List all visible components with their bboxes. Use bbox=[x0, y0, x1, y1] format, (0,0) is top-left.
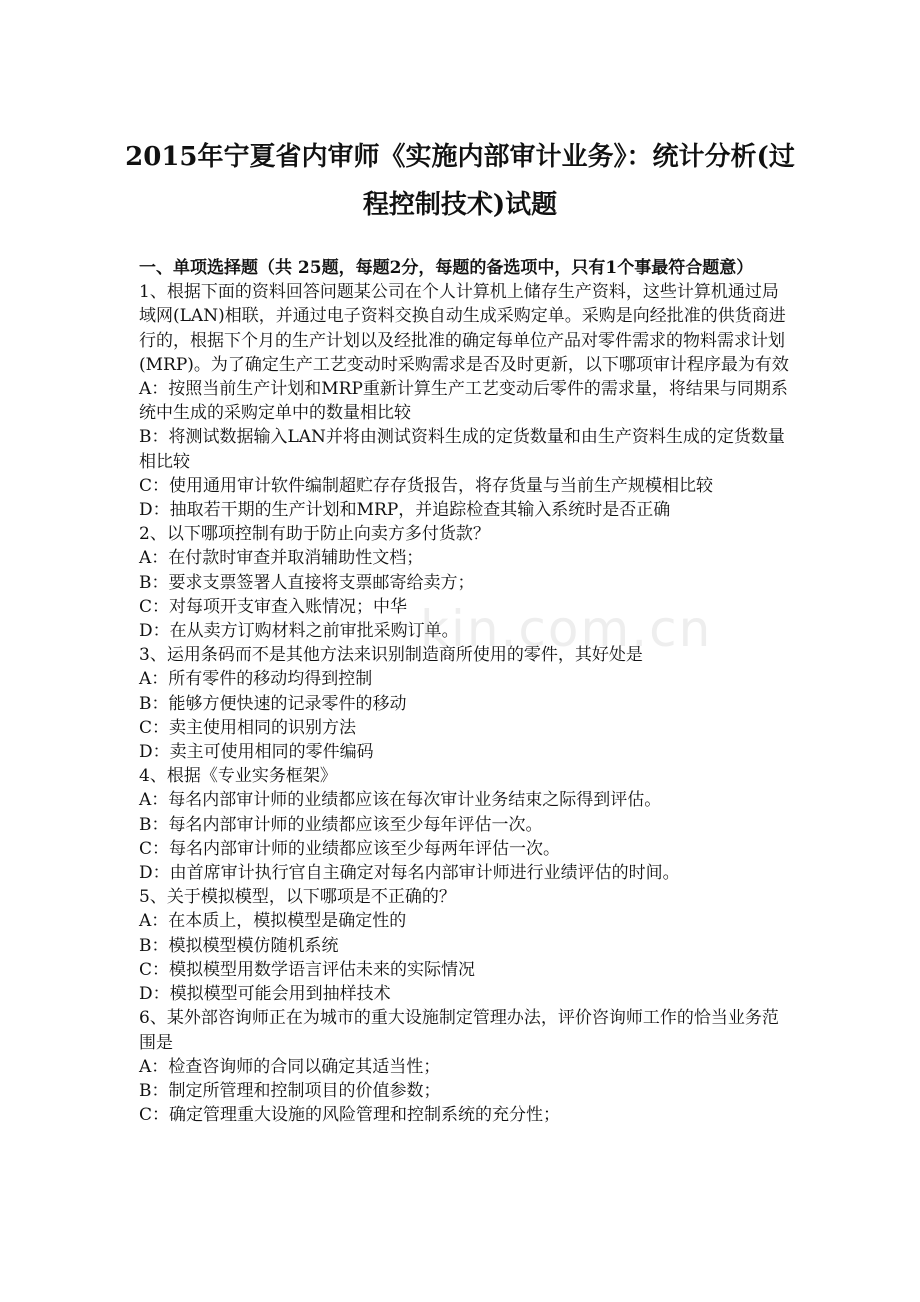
answer-option: D：模拟模型可能会用到抽样技术 bbox=[139, 984, 391, 1005]
question-list bbox=[139, 280, 789, 1127]
answer-option: A：在付款时审查并取消辅助性文档； bbox=[139, 548, 424, 569]
title-line-1: 2015年宁夏省内审师《实施内部审计业务》：统计分析(过 bbox=[125, 142, 795, 172]
question-text: 5、关于模拟模型，以下哪项是不正确的？ bbox=[139, 887, 456, 908]
answer-option: A：每名内部审计师的业绩都应该在每次审计业务结束之际得到评估。 bbox=[139, 790, 662, 811]
answer-option: A：在本质上，模拟模型是确定性的 bbox=[139, 911, 407, 932]
answer-option: A：所有零件的移动均得到控制 bbox=[139, 669, 373, 690]
answer-option: B：将测试数据输入LAN并将由测试资料生成的定货数量和由生产资料生成的定货数量相比较 bbox=[139, 427, 785, 472]
answer-option: D：由首席审计执行官自主确定对每名内部审计师进行业绩评估的时间。 bbox=[139, 863, 680, 884]
answer-option: D：抽取若干期的生产计划和MRP，并追踪检查其输入系统时是否正确 bbox=[139, 500, 671, 521]
answer-option: B：每名内部审计师的业绩都应该至少每年评估一次。 bbox=[139, 814, 543, 835]
question-text: 2、以下哪项控制有助于防止向卖方多付货款？ bbox=[139, 524, 490, 545]
answer-option: B：能够方便快速的记录零件的移动 bbox=[139, 693, 407, 714]
answer-option: C：使用通用审计软件编制超贮存存货报告，将存货量与当前生产规模相比较 bbox=[139, 475, 714, 496]
document-title bbox=[120, 133, 800, 229]
question-text: 3、运用条码而不是其他方法来识别制造商所使用的零件，其好处是 bbox=[139, 645, 643, 666]
answer-option: C：确定管理重大设施的风险管理和控制系统的充分性； bbox=[139, 1105, 561, 1126]
document-body bbox=[139, 256, 789, 1127]
section-heading: 一、单项选择题（共 25题，每题2分，每题的备选项中，只有1个事最符合题意） bbox=[139, 258, 754, 278]
question-text: 4、根据《专业实务框架》 bbox=[139, 766, 337, 787]
answer-option: A：检查咨询师的合同以确定其适当性； bbox=[139, 1056, 441, 1077]
answer-option: C：卖主使用相同的识别方法 bbox=[139, 717, 357, 738]
answer-option: C：模拟模型用数学语言评估未来的实际情况 bbox=[139, 959, 476, 980]
question-text: 6、某外部咨询师正在为城市的重大设施制定管理办法，评价咨询师工作的恰当业务范围是 bbox=[139, 1008, 779, 1053]
answer-option: B：制定所管理和控制项目的价值参数； bbox=[139, 1080, 441, 1101]
watermark: kin.com.cn bbox=[420, 600, 713, 658]
title-line-2: 程控制技术)试题 bbox=[362, 190, 558, 220]
answer-option: D：在从卖方订购材料之前审批采购订单。 bbox=[139, 621, 459, 642]
question-text: 1、根据下面的资料回答问题某公司在个人计算机上储存生产资料，这些计算机通过局域网(LAN)相联，并通过电子资料交换自动生成采购定单。采购是向经批准的供货商进行的，根据下个月的生产计划以及经批准的确定每单位产品对零件需求的物料需求计划(MRP)。为了确定生产工艺变动时采购需求是否及时更新，以下哪项审计程序最为有效 bbox=[139, 282, 789, 375]
answer-option: D：卖主可使用相同的零件编码 bbox=[139, 742, 374, 763]
answer-option: C：每名内部审计师的业绩都应该至少每两年评估一次。 bbox=[139, 838, 561, 859]
answer-option: C：对每项开支审查入账情况；中华 bbox=[139, 596, 408, 617]
answer-option: B：要求支票签署人直接将支票邮寄给卖方； bbox=[139, 572, 475, 593]
answer-option: A：按照当前生产计划和MRP重新计算生产工艺变动后零件的需求量，将结果与同期系统中生成的采购定单中的数量相比较 bbox=[139, 379, 788, 424]
answer-option: B：模拟模型模仿随机系统 bbox=[139, 935, 339, 956]
